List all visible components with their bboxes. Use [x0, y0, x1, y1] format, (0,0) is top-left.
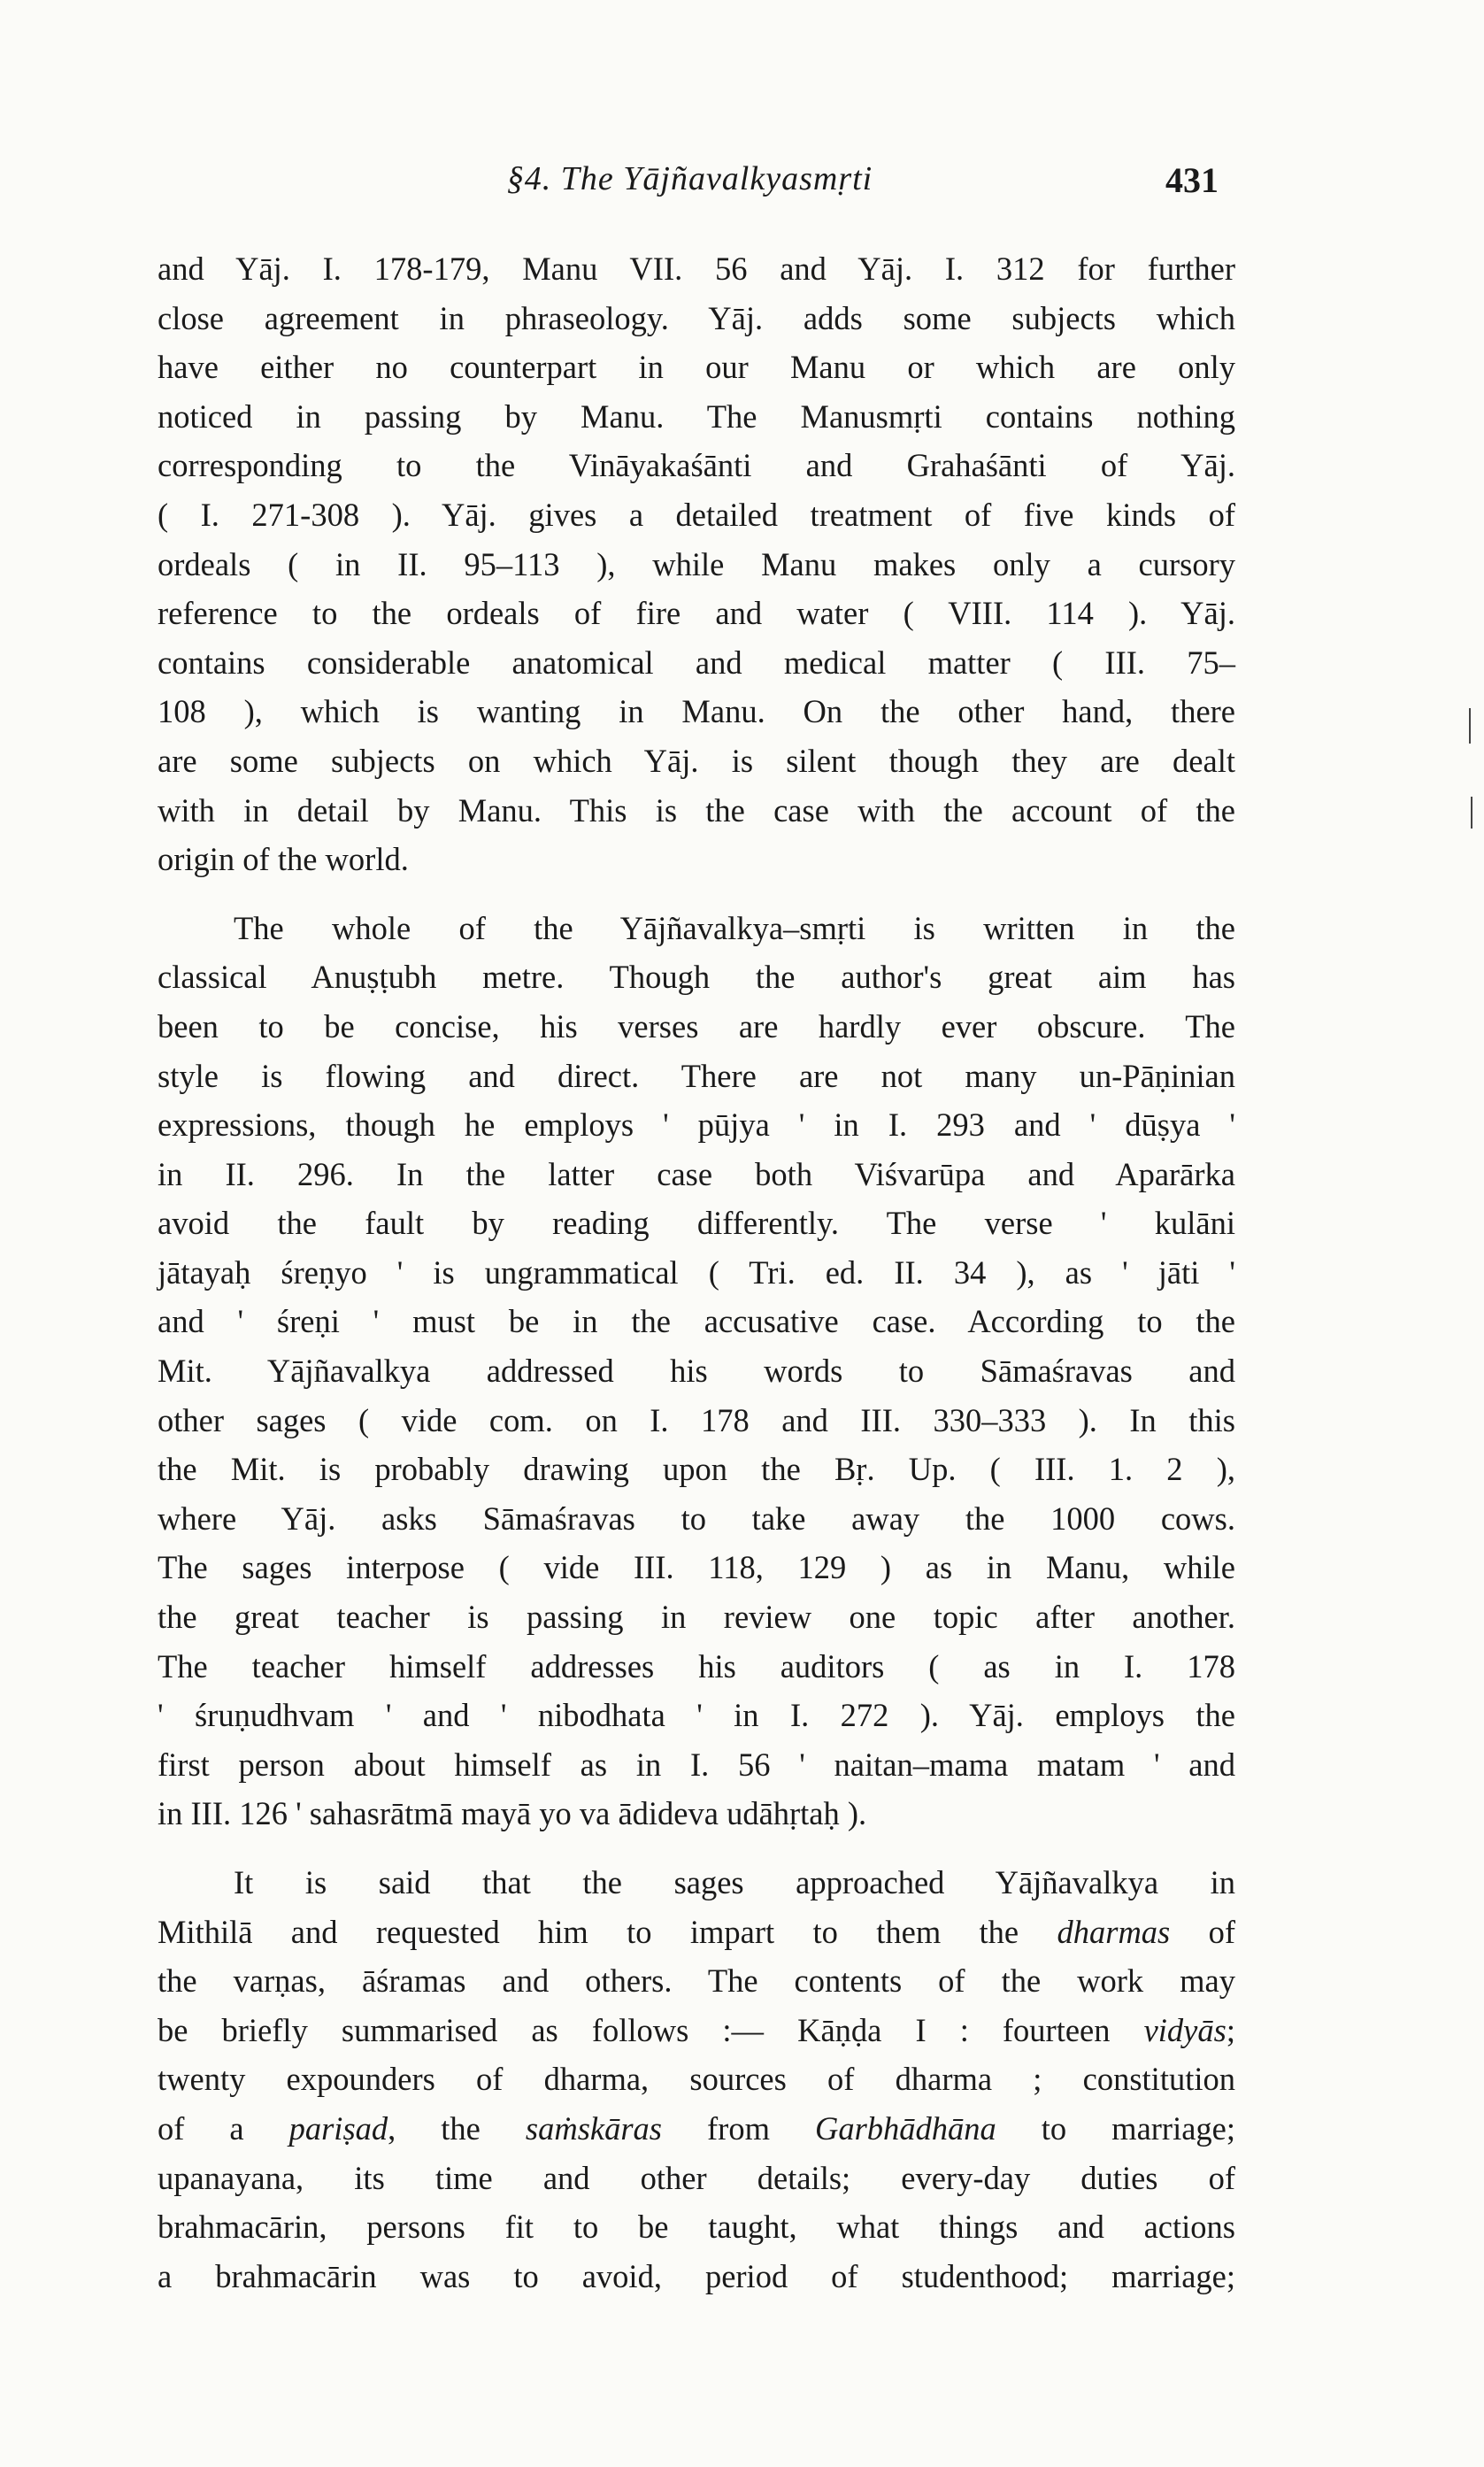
text-line: expressions, though he employs ' pūjya ' in I. 293 and ' dūṣya '	[158, 1106, 1235, 1144]
text-line: twenty expounders of dharma, sources of dharma ; constitution	[158, 2061, 1235, 2098]
running-header	[161, 159, 1219, 204]
text-line: reference to the ordeals of fire and water ( VIII. 114 ). Yāj.	[158, 595, 1235, 632]
text-line: been to be concise, his verses are hardly ever obscure. The	[158, 1007, 1235, 1045]
text-line: avoid the fault by reading differently. The verse ' kulāni	[158, 1205, 1235, 1242]
scan-edge-mark	[1469, 708, 1471, 744]
text-line: upanayana, its time and other details; every-day duties of	[158, 2159, 1235, 2196]
text-line: origin of the world.	[158, 841, 409, 878]
text-line: brahmacārin, persons fit to be taught, what things and actions	[158, 2209, 1235, 2246]
text-line: in II. 296. In the latter case both Viśvarūpa and Aparārka	[158, 1155, 1235, 1192]
text-line: where Yāj. asks Sāmaśravas to take away the 1000 cows.	[158, 1499, 1235, 1537]
text-line: with in detail by Manu. This is the case with the account of the	[158, 791, 1235, 829]
text-line: and ' śreṇi ' must be in the accusative case. According to the	[158, 1303, 1235, 1340]
text-line: classical Anuṣṭubh metre. Though the author's great aim has	[158, 959, 1235, 996]
text-line: ( I. 271-308 ). Yāj. gives a detailed treatment of five kinds of	[158, 496, 1235, 533]
text-line: have either no counterpart in our Manu or which are only	[158, 349, 1235, 386]
text-line: close agreement in phraseology. Yāj. adds some subjects which	[158, 299, 1235, 336]
text-line: 108 ), which is wanting in Manu. On the other hand, there	[158, 693, 1235, 730]
page-number: 431	[1165, 160, 1219, 200]
text-line: style is flowing and direct. There are not many un-Pāṇinian	[158, 1057, 1235, 1094]
text-line: ordeals ( in II. 95–113 ), while Manu makes only a cursory	[158, 545, 1235, 582]
text-line: The whole of the Yājñavalkya–smṛti is written in the	[234, 909, 1235, 946]
text-line: and Yāj. I. 178-179, Manu VII. 56 and Yāj. I. 312 for further	[158, 251, 1235, 287]
text-line: first person about himself as in I. 56 ' naitan–mama matam ' and	[158, 1746, 1235, 1783]
text-line: Mithilā and requested him to impart to them the dharmas of	[158, 1913, 1236, 1950]
running-title: §4. The Yājñavalkyasmṛti	[506, 160, 873, 197]
paragraph-p1	[158, 244, 1235, 884]
body-text	[158, 244, 1235, 2320]
text-line: in III. 126 ' sahasrātmā mayā yo va ādideva udāhṛtaḥ ).	[158, 1795, 867, 1832]
text-line: The teacher himself addresses his auditors ( as in I. 178	[158, 1647, 1235, 1684]
text-line: noticed in passing by Manu. The Manusmṛti contains nothing	[158, 397, 1235, 435]
text-line: the Mit. is probably drawing upon the Bṛ. Up. ( III. 1. 2 ),	[158, 1451, 1235, 1488]
text-line: a brahmacārin was to avoid, period of studenthood; marriage;	[158, 2257, 1235, 2294]
text-line: The sages interpose ( vide III. 118, 129 ) as in Manu, while	[158, 1549, 1235, 1586]
text-line: be briefly summarised as follows :— Kāṇḍa I : fourteen vidyās;	[158, 2011, 1235, 2048]
text-line: It is said that the sages approached Yājñavalkya in	[234, 1864, 1235, 1900]
text-line: are some subjects on which Yāj. is silent though they are dealt	[158, 742, 1235, 779]
text-line: of a pariṣad, the saṁskāras from Garbhādhāna to marriage;	[158, 2109, 1236, 2147]
text-line: Mit. Yājñavalkya addressed his words to Sāmaśravas and	[158, 1353, 1235, 1390]
text-line: the varṇas, āśramas and others. The contents of the work may	[158, 1962, 1235, 2000]
text-line: the great teacher is passing in review one topic after another.	[158, 1599, 1235, 1636]
paragraph-p2	[158, 904, 1235, 1839]
text-line: jātayaḥ śreṇyo ' is ungrammatical ( Tri. ed. II. 34 ), as ' jāti '	[158, 1253, 1235, 1291]
text-line: contains considerable anatomical and medical matter ( III. 75–	[158, 644, 1235, 681]
text-line: ' śruṇudhvam ' and ' nibodhata ' in I. 272 ). Yāj. employs the	[158, 1697, 1235, 1734]
scan-edge-mark	[1471, 797, 1472, 829]
text-line: corresponding to the Vināyakaśānti and Grahaśānti of Yāj.	[158, 447, 1235, 484]
paragraph-p3	[158, 1858, 1235, 2301]
text-line: other sages ( vide com. on I. 178 and III. 330–333 ). In this	[158, 1401, 1235, 1438]
